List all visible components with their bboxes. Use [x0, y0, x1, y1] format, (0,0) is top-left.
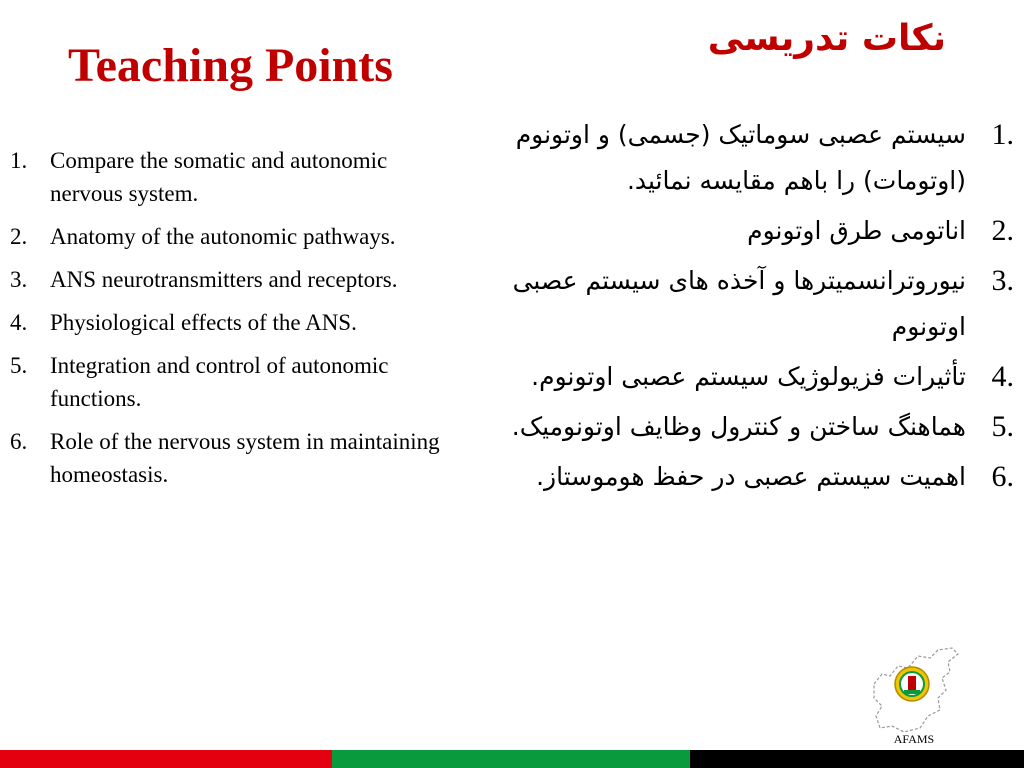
list-item: 3. ANS neurotransmitters and receptors.	[10, 267, 398, 292]
list-item: 6. Role of the nervous system in maintaining homeostasis.	[10, 429, 440, 487]
list-item: 1. سیستم عصبی سوماتیک (جسمی) و اوتونوم (اوتومات) را باهم مقایسه نمائید.	[515, 118, 1014, 195]
list-item: 2. اناتومی طرق اوتونوم	[747, 214, 1014, 247]
list-item: 3. نیوروترانسمیترها و آخذه های سیستم عصبی اوتونوم	[512, 264, 1014, 341]
list-item: 5. Integration and control of autonomic functions.	[10, 353, 389, 411]
list-item: 5. هماهنگ ساختن و کنترول وظایف اوتونومیک.	[511, 410, 1014, 443]
list-item: 4. Physiological effects of the ANS.	[10, 310, 357, 335]
bar-segment-green	[332, 750, 690, 768]
bottom-color-bar	[0, 750, 1024, 768]
afghanistan-map-logo-icon	[868, 640, 960, 740]
afams-label: AFAMS	[893, 732, 935, 746]
list-item: 2. Anatomy of the autonomic pathways.	[10, 224, 396, 249]
bar-segment-black	[690, 750, 1024, 768]
title-persian: نکات تدریسی	[707, 18, 946, 59]
list-item: 4. تأثیرات فزیولوژیک سیستم عصبی اوتونوم.	[531, 360, 1014, 393]
bar-segment-red	[0, 750, 332, 768]
list-item: 6. اهمیت سیستم عصبی در حفظ هوموستاز.	[536, 460, 1014, 493]
list-item: 1. Compare the somatic and autonomic nervous system.	[10, 148, 388, 206]
teaching-points-persian	[454, 112, 1014, 504]
teaching-points-english	[10, 144, 440, 501]
title-english: Teaching Points	[68, 39, 393, 92]
